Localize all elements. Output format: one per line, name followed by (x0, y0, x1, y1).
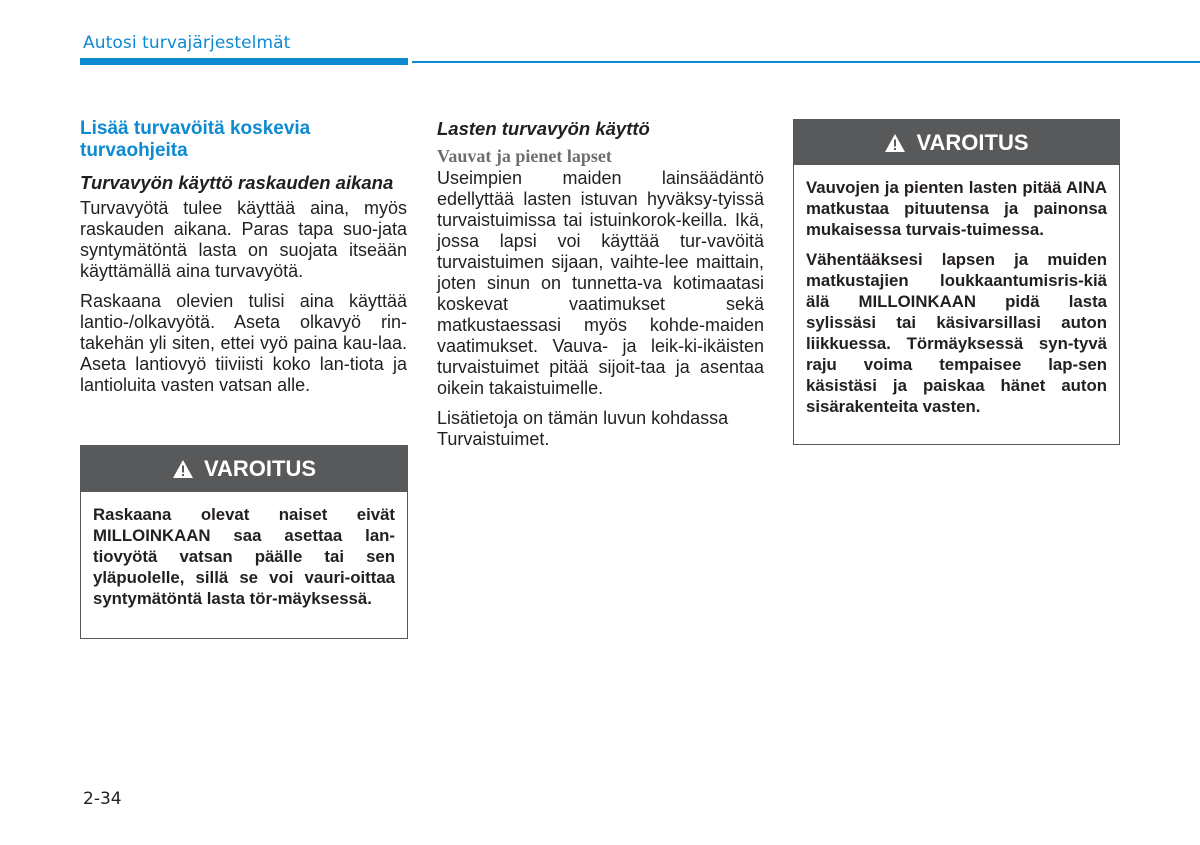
paragraph: Lisätietoja on tämän luvun kohdassa Turvaistuimet. (437, 408, 729, 449)
column-left (80, 118, 407, 405)
header-divider (412, 61, 1200, 63)
paragraph: Useimpien maiden lainsäädäntö edellyttää lasten istuvan hyväksy-tyissä turvaistuimissa tai istuinkorok-keilla. Ikä, jossa lapsi voi käyttää tur-vavöitä turvaistuimen sijaan, vaihte-lee maittain, joten sinun on tunnetta-va kotimaatasi koskevat vaatimukset sekä matkustaessasi myös kohde-maiden vaatimukset. Vauva- ja leik-ki-ikäisten turvaistuimet pitää sijoit-taa ja asentaa oikein takaistuimelle. (437, 168, 764, 398)
sub-heading-pregnancy: Turvavyön käyttö raskauden aikana (80, 172, 394, 193)
warning-triangle-icon (884, 133, 906, 153)
sub-heading-children: Lasten turvavyön käyttö (437, 118, 650, 139)
serif-heading-infants: Vauvat ja pienet lapset (437, 146, 612, 166)
warning-box-children (793, 119, 1120, 445)
section-heading: Lisää turvavöitä koskevia turvaohjeita (80, 118, 311, 161)
warning-triangle-icon (172, 459, 194, 479)
warning-title: VAROITUS (916, 129, 1029, 155)
header-bar (80, 58, 408, 65)
warning-title: VAROITUS (203, 456, 317, 481)
warning-text: Vauvojen ja pienten lasten pitää AINA matkustaa pituutensa ja painonsa mukaisessa turvais-tuimessa. (806, 178, 1107, 239)
column-middle (437, 118, 764, 459)
header-title: Autosi turvajärjestelmät (83, 33, 291, 53)
paragraph: Raskaana olevien tulisi aina käyttää lantio-/olkavyötä. Aseta olkavyö rin-takehän yli siten, ettei vyö paina kau-laa. Aseta lantiovyö tiiviisti koko lan-tiota ja lantioluita vasten vatsan alle. (80, 291, 407, 395)
paragraph: Turvavyötä tulee käyttää aina, myös raskauden aikana. Paras tapa suo-jata syntymätöntä lasta on suojata itseään käyttämällä aina turvavyötä. (80, 198, 407, 281)
warning-box-pregnancy (80, 445, 408, 639)
warning-header (81, 446, 407, 492)
warning-text: Vähentääksesi lapsen ja muiden matkustajien loukkaantumisris-kiä älä MILLOINKAAN pidä lasta sylissäsi tai käsivarsillasi auton liikkuessa. Törmäyksessä syn-tyvä raju voima tempaisee lap-sen käsistäsi ja paiskaa hänet auton sisärakenteita vasten. (806, 250, 1107, 416)
warning-text: Raskaana olevat naiset eivät MILLOINKAAN saa asettaa lan-tiovyötä vatsan päälle tai sen yläpuolelle, sillä se voi vauri-oittaa syntymätöntä lasta tör-mäyksessä. (93, 505, 395, 608)
page-number: 2-34 (83, 789, 122, 809)
warning-header (794, 120, 1119, 165)
